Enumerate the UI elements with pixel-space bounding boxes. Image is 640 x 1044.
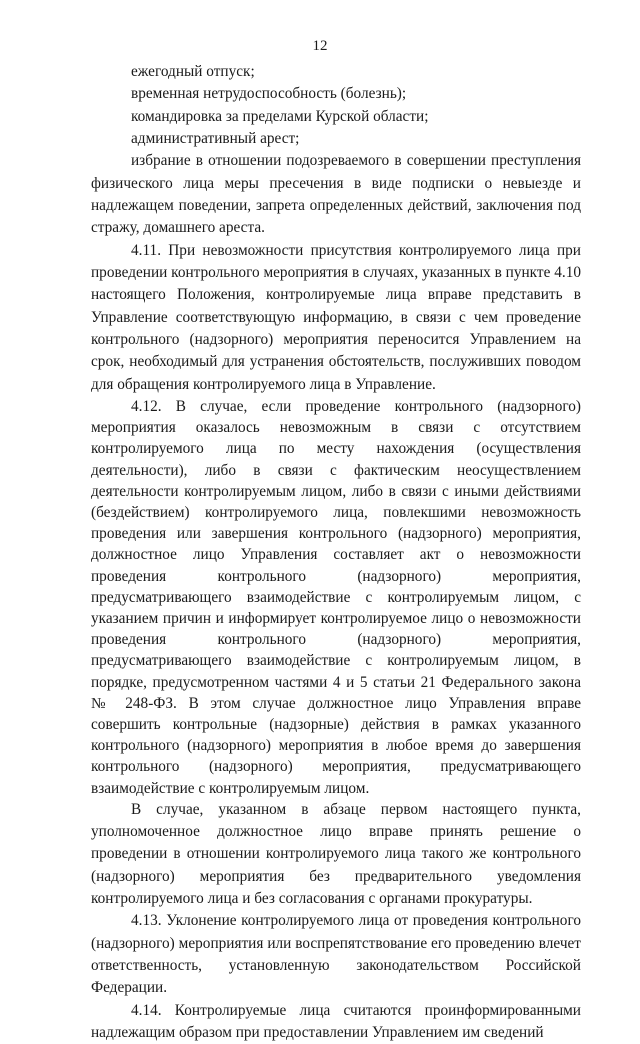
- document-body: [91, 61, 581, 1044]
- paragraph-preventive-measure: избрание в отношении подозреваемого в совершении преступления физического лица меры пресечения в виде подписки о невыезде и надлежащем поведении, запрета определенных действий, заключения под стражу, домашнего ареста.: [91, 152, 581, 237]
- paragraph-4-12-second: В случае, указанном в абзаце первом настоящего пункта, уполномоченное должностное лицо вправе принять решение о проведении в отношении контролируемого лица такого же контрольного (надзорного) мероприятия без предварительного уведомления контролируемого лица и без согласования с органами прокуратуры.: [91, 800, 581, 908]
- list-item-annual-leave: ежегодный отпуск;: [131, 63, 255, 80]
- list-item-business-trip: командировка за пределами Курской области;: [131, 107, 429, 125]
- list-item-sick-leave: временная нетрудоспособность (болезнь);: [131, 85, 407, 103]
- paragraph-4-11: 4.11. При невозможности присутствия контролируемого лица при проведении контрольного мероприятия в случаях, указанных в пункте 4.10 настоящего Положения, контролируемые лица вправе представить в Управление соответствующую информацию, в связи с чем проведение контрольного (надзорного) мероприятия переносится Управлением на срок, необходимый для устранения обстоятельств, послуживших поводом для обращения контролируемого лица в Управление.: [91, 241, 581, 393]
- page-number: 12: [312, 38, 328, 54]
- paragraph-4-14: 4.14. Контролируемые лица считаются проинформированными надлежащим образом при предоставлении Управлением им сведений: [91, 1001, 581, 1042]
- list-item-administrative-arrest: административный арест;: [131, 129, 300, 147]
- paragraph-4-13: 4.13. Уклонение контролируемого лица от проведения контрольного (надзорного) мероприятия или воспрепятствование его проведению влечет ответственность, установленную законодательством Российской Федерации.: [91, 912, 581, 997]
- paragraph-4-12: 4.12. В случае, если проведение контрольного (надзорного) мероприятия оказалось невозможным в связи с отсутствием контролируемого лица по месту нахождения (осуществления деятельности), либо в связи с фактическим неосуществлением деятельности контролируемым лицом, либо в связи с иными действиями (бездействием) контролируемого лица, повлекшими невозможность проведения или завершения контрольного (надзорного) мероприятия, должностное лицо Управления составляет акт о невозможности проведения контрольного (надзорного) мероприятия, предусматривающего взаимодействие с контролируемым лицом, с указанием причин и информирует контролируемое лицо о невозможности проведения контрольного (надзорного) мероприятия, предусматривающего взаимодействие с контролируемым лицом, в порядке, предусмотренном частями 4 и 5 статьи 21 Федерального закона № 248-ФЗ. В этом случае должностное лицо Управления вправе совершить контрольные (надзорные) действия в рамках указанного контрольного (надзорного) мероприятия в любое время до завершения контрольного (надзорного) мероприятия, предусматривающего взаимодействие с контролируемым лицом.: [91, 397, 581, 797]
